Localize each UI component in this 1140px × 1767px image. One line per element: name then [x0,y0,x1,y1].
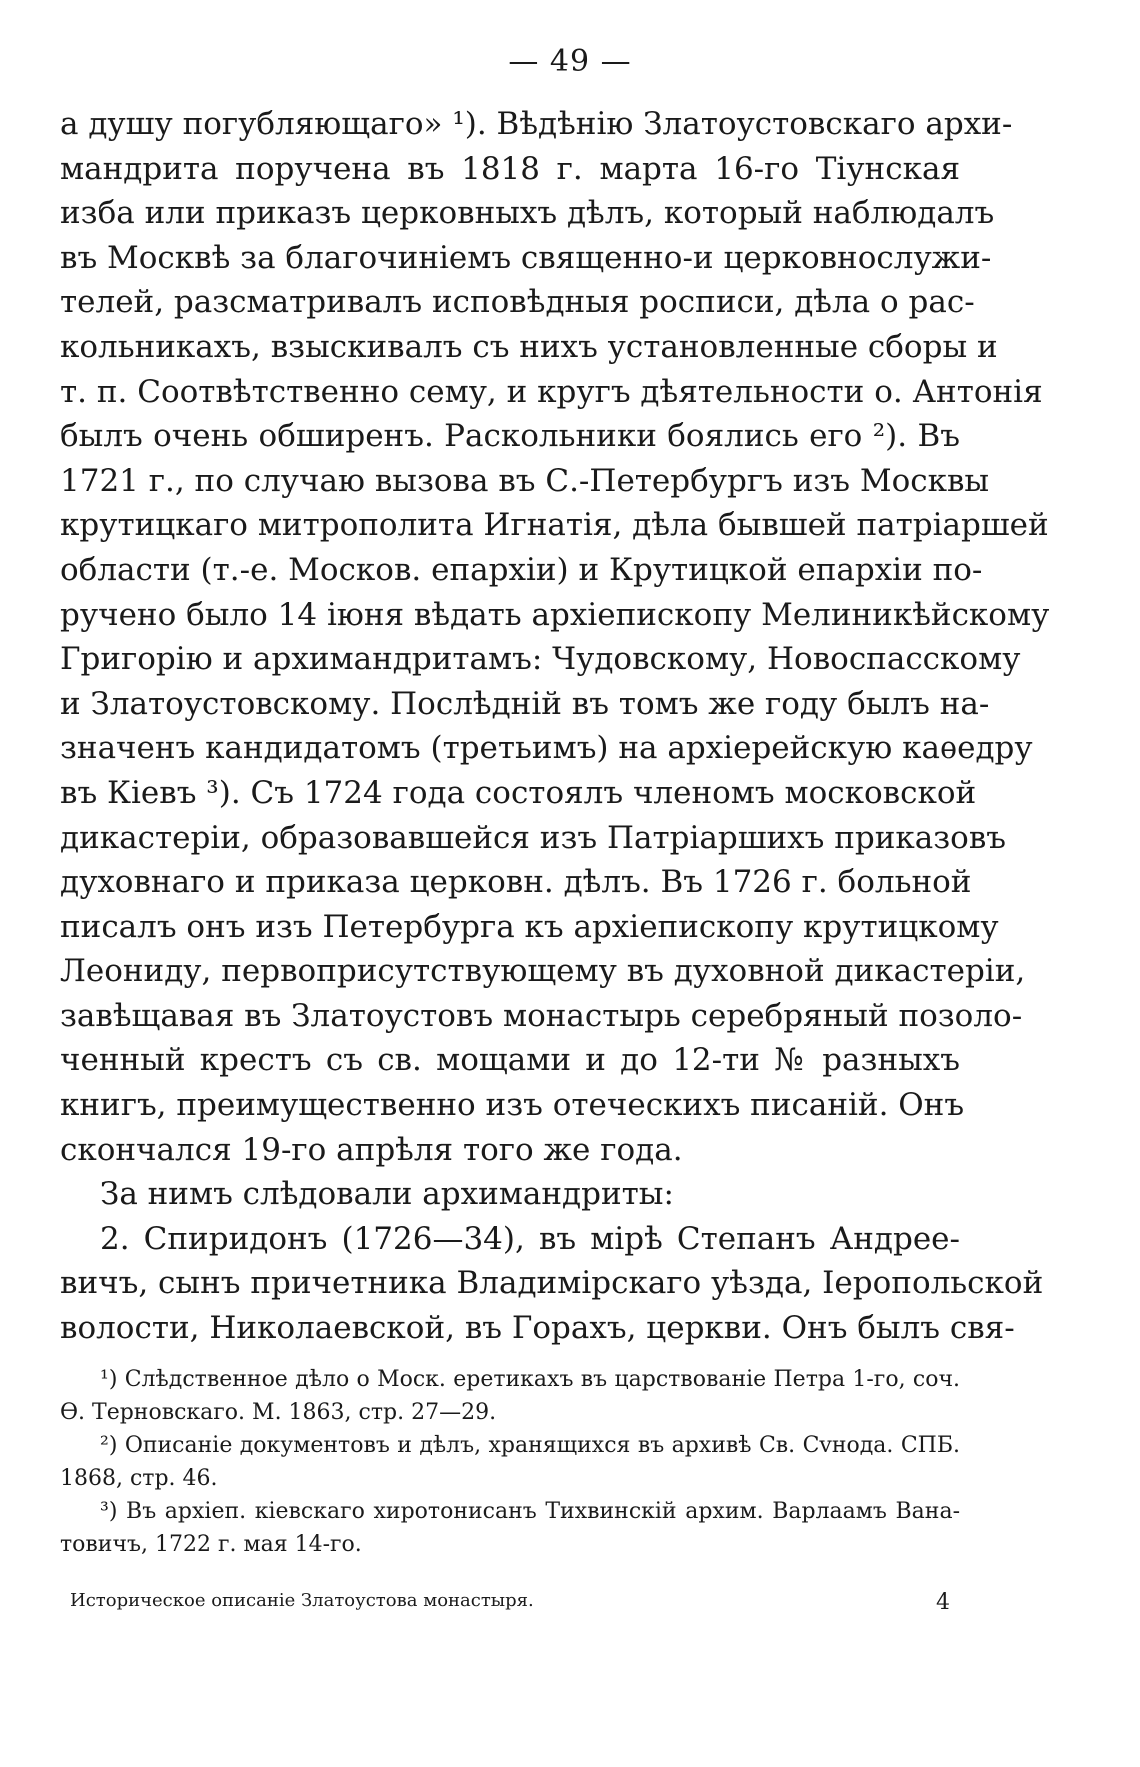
footnote-line: ¹) Слѣдственное дѣло о Моск. еретикахъ въ царствованіе Петра 1-го, соч. [100,1367,960,1392]
text-line: въ Кіевъ ³). Съ 1724 года состоялъ членомъ московской [60,774,977,811]
text-line: 2. Спиридонъ (1726—34), въ мірѣ Степанъ Андрее- [100,1220,960,1257]
text-line: вичъ, сынъ причетника Владимірскаго уѣзда, Іеропольской [60,1265,1044,1302]
text-line: Григорію и архимандритамъ: Чудовскому, Новоспасскому [60,641,1021,678]
signature-row [70,1590,950,1620]
text-line: дикастеріи, образовавшейся изъ Патріаршихъ приказовъ [60,819,1007,856]
text-line: 1721 г., по случаю вызова въ С.-Петербургъ изъ Москвы [60,462,990,499]
page-number: — 49 — [508,44,632,79]
text-line: духовнаго и приказа церковн. дѣлъ. Въ 1726 г. больной [60,864,972,901]
text-line: былъ очень обширенъ. Раскольники боялись его ²). Въ [60,418,960,455]
text-line: телей, разсматривалъ исповѣдныя росписи, дѣла о рас- [60,284,975,321]
text-line: а душу погубляющаго» ¹). Вѣдѣнію Златоустовскаго архи- [60,106,1013,142]
text-line: скончался 19-го апрѣля того же года. [60,1131,683,1168]
signature-mark: 4 [936,1590,950,1615]
text-line: и Златоустовскому. Послѣдній въ томъ же году былъ на- [60,685,990,722]
text-line: значенъ кандидатомъ (третьимъ) на архіерейскую каѳедру [60,730,1033,767]
text-line: волости, Николаевской, въ Горахъ, церкви. Онъ былъ свя- [60,1310,1015,1347]
text-line: Леониду, первоприсутствующему въ духовной дикастеріи, [60,953,1026,990]
text-line: книгъ, преимущественно изъ отеческихъ писаній. Онъ [60,1087,965,1124]
text-line: крутицкаго митрополита Игнатія, дѣла бывшей патріаршей [60,507,1049,544]
text-line: изба или приказъ церковныхъ дѣлъ, который наблюдалъ [60,195,995,232]
footnote-line: ²) Описаніе документовъ и дѣлъ, хранящихся въ архивѣ Св. Сvнода. СПБ. [100,1433,960,1458]
text-line: ченный крестъ съ св. мощами и до 12-ти № разныхъ [60,1042,960,1079]
text-line: мандрита поручена въ 1818 г. марта 16-го Тіунская [60,150,960,187]
text-line: завѣщавая въ Златоустовъ монастырь серебряный позоло- [60,997,1023,1034]
main-text [60,102,1050,1351]
text-line: т. п. Соотвѣтственно сему, и кругъ дѣятельности о. Антонія [60,373,1043,410]
footnotes [60,1363,960,1561]
text-line: ручено было 14 іюня вѣдать архіепископу Мелиникѣйскому [60,596,1050,633]
text-line: области (т.-е. Москов. епархіи) и Крутицкой епархіи по- [60,551,983,588]
text-line: За нимъ слѣдовали архимандриты: [100,1176,674,1213]
footnote-line: товичъ, 1722 г. мая 14-го. [60,1532,362,1557]
footnote-line: 1868, стр. 46. [60,1466,218,1491]
footnote-line: Ѳ. Терновскаго. М. 1863, стр. 27—29. [60,1400,497,1425]
text-line: въ Москвѣ за благочиніемъ священно-и церковнослужи- [60,239,992,276]
footnote-line: ³) Въ архіеп. кіевскаго хиротонисанъ Тихвинскій архим. Варлаамъ Вана- [100,1499,960,1524]
signature-title: Историческое описаніе Златоустова монастыря. [70,1590,534,1611]
text-line: писалъ онъ изъ Петербурга къ архіепископу крутицкому [60,908,999,945]
text-line: кольникахъ, взыскивалъ съ нихъ установленные сборы и [60,328,998,365]
